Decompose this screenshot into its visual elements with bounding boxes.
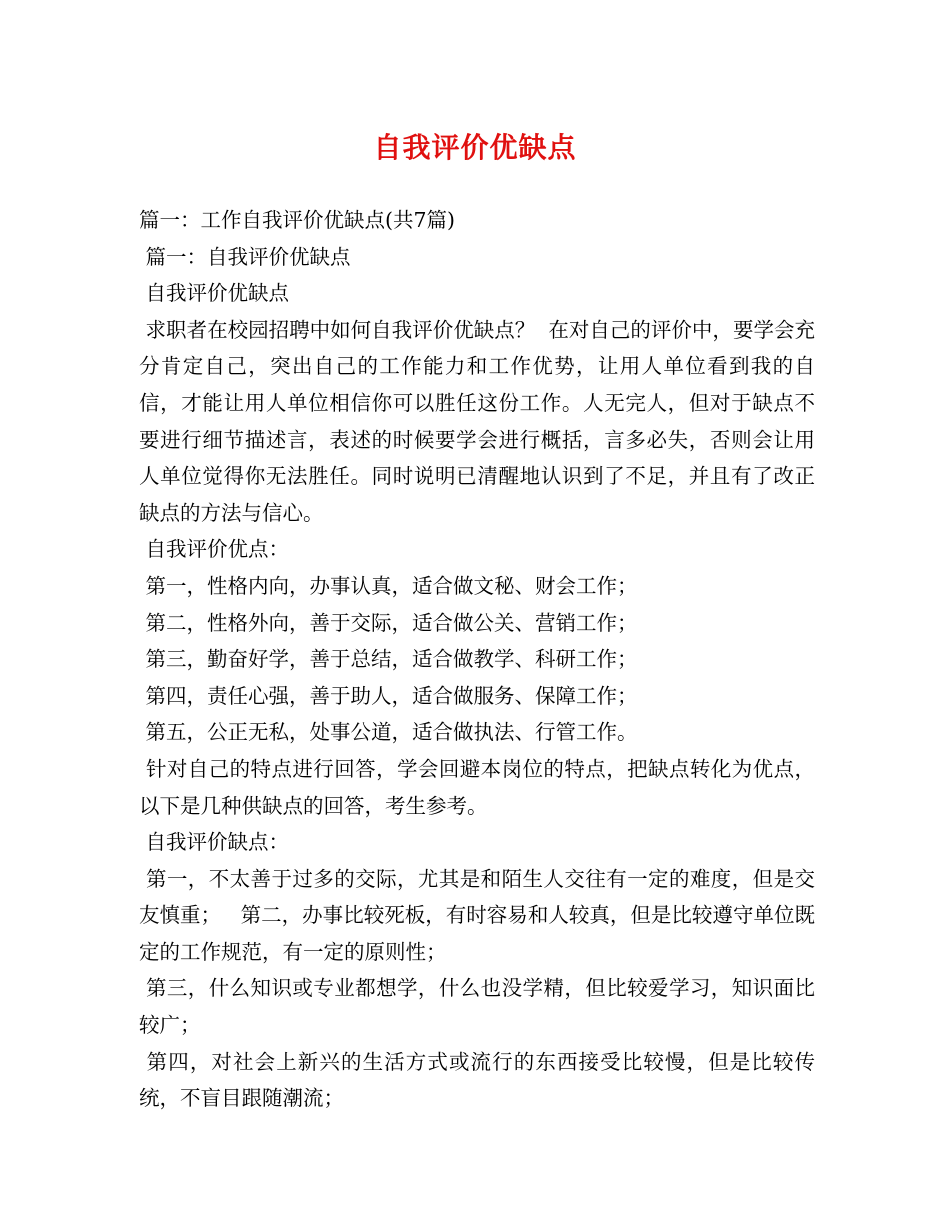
paragraph-weakness-3: 第三，什么知识或专业都想学，什么也没学精，但比较爱学习，知识面比较广； [139,976,815,1038]
paragraph-strength-5: 第五，公正无私，处事公道，适合做执法、行管工作。 [139,720,638,745]
document-title: 自我评价优缺点 [373,131,577,164]
paragraph-strength-2: 第二，性格外向，善于交际，适合做公关、营销工作； [139,610,638,635]
document-body [139,202,815,1117]
paragraph-weaknesses-heading: 自我评价缺点： [139,830,290,855]
paragraph-topic: 自我评价优缺点 [139,281,290,306]
paragraph-section-heading: 篇一：工作自我评价优缺点(共7篇) [139,208,456,232]
paragraph-strength-1: 第一，性格内向，办事认真，适合做文秘、财会工作； [139,573,638,598]
paragraph-answer-advice: 针对自己的特点进行回答，学会回避本岗位的特点，把缺点转化为优点，以下是几种供缺点的回答，考生参考。 [139,756,815,818]
paragraph-subheading: 篇一：自我评价优缺点 [139,244,351,269]
paragraph-strength-3: 第三，勤奋好学，善于总结，适合做教学、科研工作； [139,647,638,672]
paragraph-strengths-heading: 自我评价优点： [139,537,290,562]
paragraph-weakness-1-2: 第一，不太善于过多的交际，尤其是和陌生人交往有一定的难度，但是交友慎重； 第二，办事比较死板，有时容易和人较真，但是比较遵守单位既定的工作规范，有一定的原则性； [139,866,815,964]
paragraph-strength-4: 第四，责任心强，善于助人，适合做服务、保障工作； [139,683,638,708]
paragraph-weakness-4: 第四，对社会上新兴的生活方式或流行的东西接受比较慢，但是比较传统，不盲目跟随潮流； [139,1049,815,1111]
paragraph-intro: 求职者在校园招聘中如何自我评价优缺点？ 在对自己的评价中，要学会充分肯定自己，突出自己的工作能力和工作优势，让用人单位看到我的自信，才能让用人单位相信你可以胜任这份工作。人无完人，但对于缺点不要进行细节描述言，表述的时候要学会进行概括，言多必失，否则会让用人单位觉得你无法胜任。同时说明已清醒地认识到了不足，并且有了改正缺点的方法与信心。 [139,317,815,525]
